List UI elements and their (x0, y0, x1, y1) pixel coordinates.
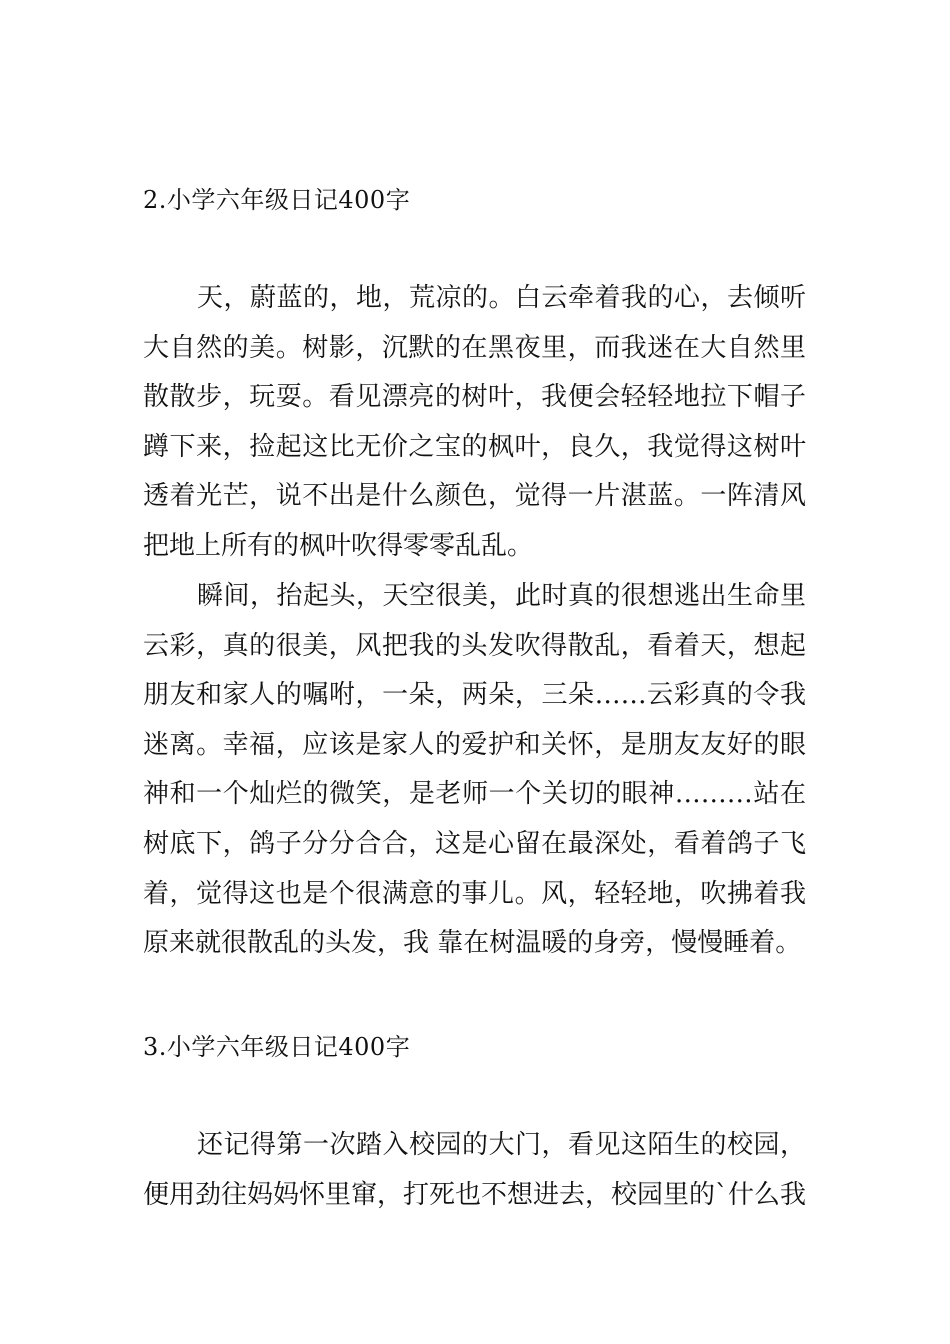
text-line: 朋友和家人的嘱咐，一朵，两朵，三朵……云彩真的令我 (143, 680, 806, 711)
section-heading: 2.小学六年级日记400字 (143, 186, 411, 214)
text-line: 云彩，真的很美，风把我的头发吹得散乱，看着天，想起 (143, 630, 806, 661)
text-line: 原来就很散乱的头发，我 靠在树温暖的身旁，慢慢睡着。 (143, 928, 802, 959)
text-line: 透着光芒，说不出是什么颜色，觉得一片湛蓝。一阵清风 (143, 481, 806, 512)
text-line: 大自然的美。树影，沉默的在黑夜里，而我迷在大自然里 (143, 332, 806, 363)
text-line: 神和一个灿烂的微笑，是老师一个关切的眼神………站在 (143, 779, 806, 810)
section-heading: 3.小学六年级日记400字 (143, 1033, 411, 1061)
text-line: 瞬间，抬起头，天空很美，此时真的很想逃出生命里 (197, 581, 806, 611)
text-line: 树底下，鸽子分分合合，这是心留在最深处，看着鸽子飞 (143, 828, 806, 859)
text-line: 便用劲往妈妈怀里窜，打死也不想进去，校园里的`什么我 (143, 1179, 807, 1210)
text-line: 散散步，玩耍。看见漂亮的树叶，我便会轻轻地拉下帽子 (143, 382, 806, 413)
text-line: 天，蔚蓝的，地，荒凉的。白云牵着我的心，去倾听 (197, 283, 806, 313)
paragraph (143, 572, 806, 969)
text-line: 把地上所有的枫叶吹得零零乱乱。 (143, 530, 534, 561)
text-line: 蹲下来，捡起这比无价之宝的枫叶，良久，我觉得这树叶 (143, 431, 806, 462)
text-line: 还记得第一次踏入校园的大门，看见这陌生的校园， (197, 1130, 806, 1160)
paragraph (143, 1121, 806, 1220)
text-line: 迷离。幸福，应该是家人的爱护和关怀，是朋友友好的眼 (143, 729, 806, 760)
paragraph (143, 274, 806, 572)
text-line: 着，觉得这也是个很满意的事儿。风，轻轻地，吹拂着我 (143, 878, 806, 909)
